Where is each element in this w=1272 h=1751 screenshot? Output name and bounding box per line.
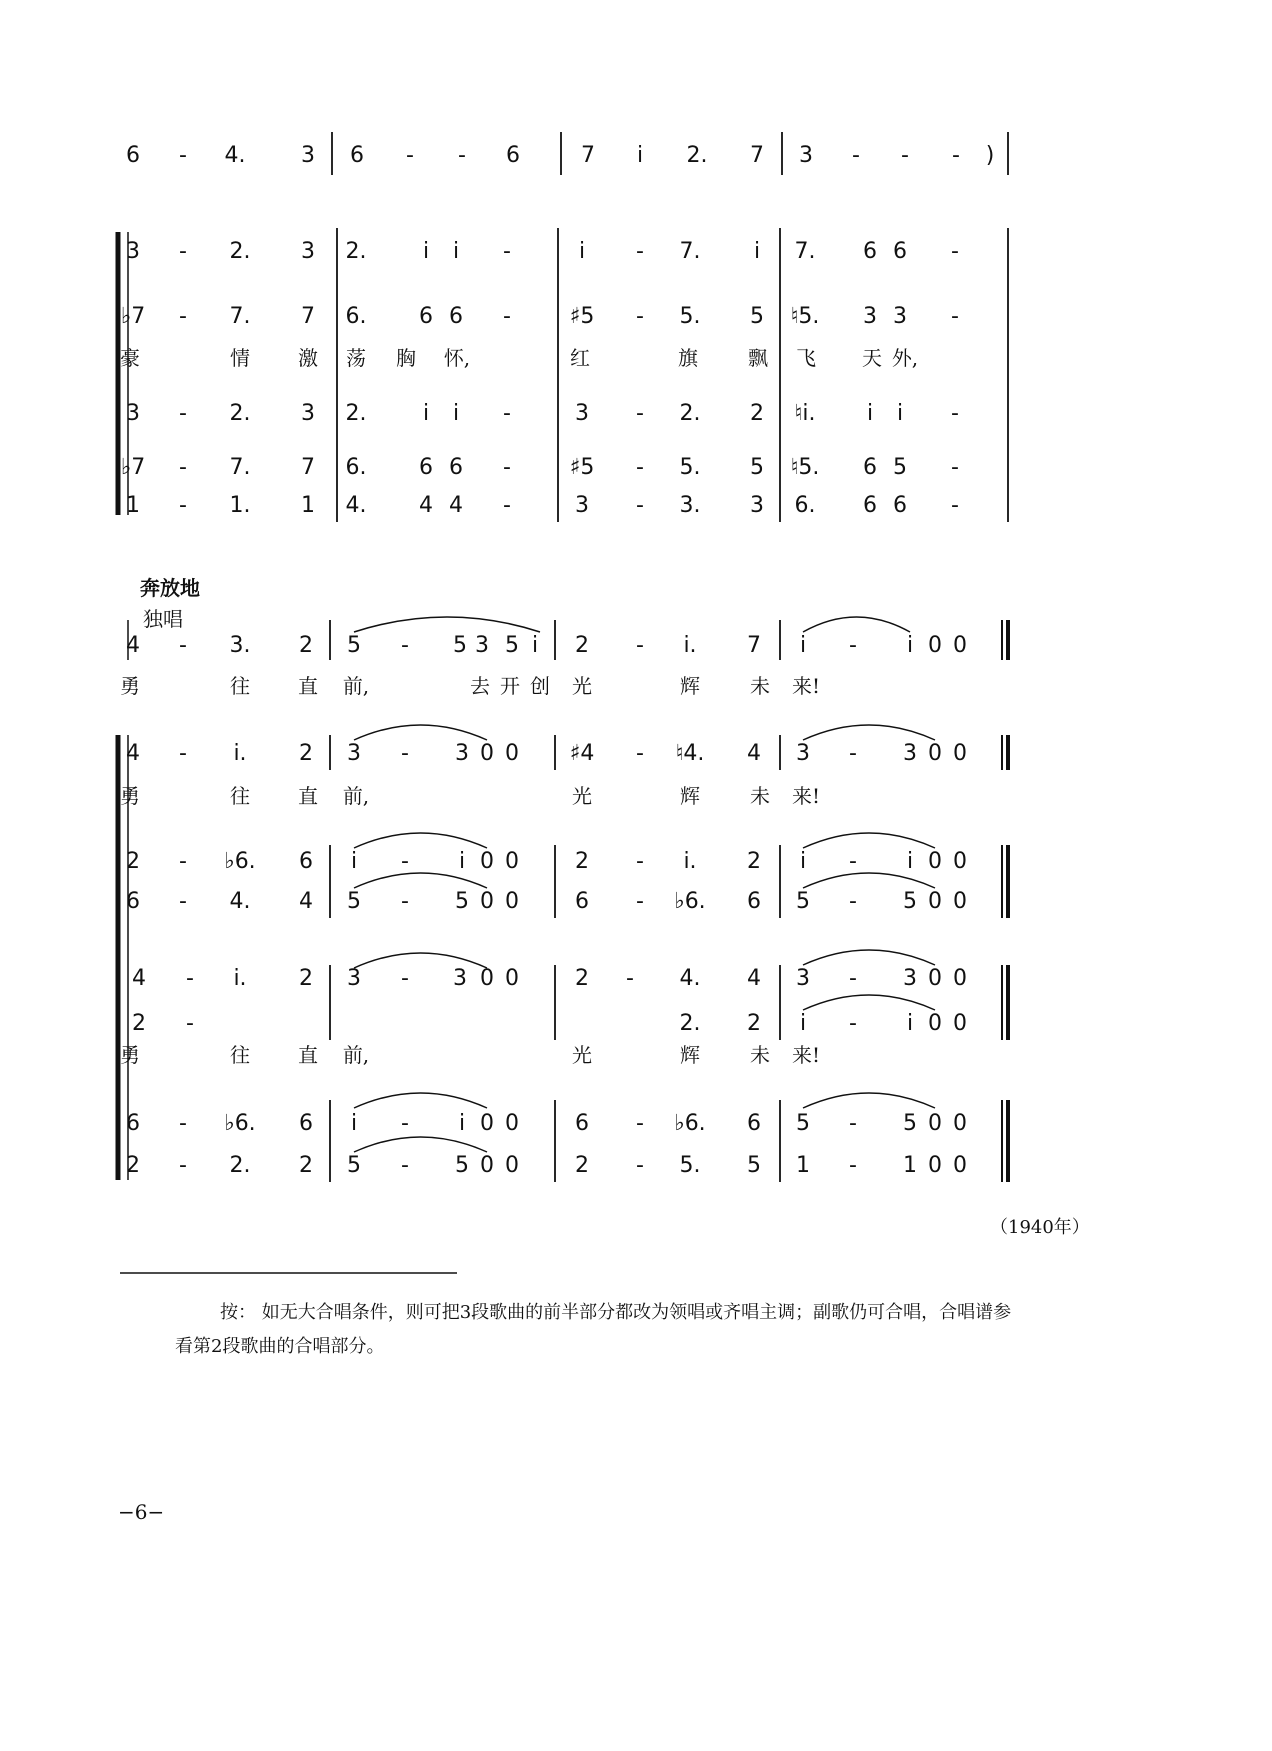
system2-staff4-note-5: 4	[419, 493, 433, 518]
system3-choir1-note-3: 6	[299, 849, 313, 874]
system3-choir0-note-14: -	[849, 741, 857, 766]
system2-staff2-note-9: -	[636, 401, 644, 426]
system2-staff4-note-15: -	[951, 493, 959, 518]
system4-upperb-note-1: -	[186, 1011, 194, 1036]
system2-staff1-note-14: 3	[893, 304, 907, 329]
system2-lyric-2: 激	[298, 346, 318, 370]
system4-lower1-note-9: 2	[575, 1153, 589, 1178]
system3-choir1-note-4: i	[350, 849, 358, 874]
system2-staff4-note-2: 1.	[229, 493, 251, 518]
system4-slur-e	[803, 1093, 935, 1108]
system4-lower0-note-12: 6	[747, 1111, 761, 1136]
system3-choir0-note-3: 2	[299, 741, 313, 766]
system2-staff0-note-3: 3	[301, 239, 315, 264]
system2-staff0-note-0: 3	[126, 239, 140, 264]
system4-upper-note-14: -	[849, 966, 857, 991]
system2-staff1-note-0: ♭7	[120, 304, 146, 329]
system2-staff3-note-9: -	[636, 455, 644, 480]
system3-slur-a	[354, 725, 487, 740]
system2-staff0-note-14: 6	[893, 239, 907, 264]
system4-lower0-note-1: -	[179, 1111, 187, 1136]
system3-solo-slur-0	[354, 617, 540, 632]
system4-upperb-note-5: -	[849, 1011, 857, 1036]
system3-choir2-note-4: 5	[347, 889, 361, 914]
system2-staff4-note-7: -	[503, 493, 511, 518]
system2-staff0-note-13: 6	[863, 239, 877, 264]
system3-choir1-note-10: -	[636, 849, 644, 874]
system2-lyric-4: 胸	[396, 346, 416, 370]
system2-staff4-note-9: -	[636, 493, 644, 518]
system2-staff4-note-14: 6	[893, 493, 907, 518]
system2-staff4-note-10: 3.	[679, 493, 701, 518]
system3-slur-f	[803, 873, 935, 888]
system4-lower0-note-7: 0	[480, 1111, 494, 1136]
system4-lower1-note-16: 0	[928, 1153, 942, 1178]
system4-lower1-note-10: -	[636, 1153, 644, 1178]
system3-choir2-note-9: 6	[575, 889, 589, 914]
system2-staff1-note-13: 3	[863, 304, 877, 329]
system3-choir0-note-8: 0	[505, 741, 519, 766]
page-number: −6−	[118, 1500, 165, 1524]
system3-choir0-note-4: 3	[347, 741, 361, 766]
system3-solo-note-8: 5	[505, 633, 519, 658]
system2-staff0-note-4: 2.	[345, 239, 367, 264]
system2-staff3-note-12: ♮5.	[790, 455, 820, 480]
system1-note-4: 6	[350, 143, 364, 168]
system3-choir2-note-7: 0	[480, 889, 494, 914]
system2-staff4-note-6: 4	[449, 493, 463, 518]
system2-staff1-note-15: -	[951, 304, 959, 329]
system2-staff3-note-6: 6	[449, 455, 463, 480]
system2-staff3-note-4: 6.	[345, 455, 367, 480]
system3-choir2-note-15: 5	[903, 889, 917, 914]
system4-lower1-note-8: 0	[505, 1153, 519, 1178]
system4-lower1-note-13: 1	[796, 1153, 810, 1178]
system3-choir2-note-14: -	[849, 889, 857, 914]
system1-note-2: 4.	[224, 143, 246, 168]
system3-choir-lyric-3: 前,	[342, 784, 370, 808]
system3-slur-c	[354, 833, 487, 848]
system3-solo-lyric-9: 未	[750, 674, 770, 698]
system4-upper-note-2: i.	[233, 966, 247, 991]
system4-upper-note-15: 3	[903, 966, 917, 991]
system4-upperb-note-0: 2	[132, 1011, 146, 1036]
system1-note-7: 6	[506, 143, 520, 168]
system3-choir0-note-5: -	[401, 741, 409, 766]
system2-staff0-note-7: -	[503, 239, 511, 264]
system2-staff1-note-5: 6	[419, 304, 433, 329]
system2-lyric-3: 荡	[346, 346, 366, 370]
system3-solo-note-1: -	[179, 633, 187, 658]
system4-lower0-note-14: -	[849, 1111, 857, 1136]
system3-choir1-note-1: -	[179, 849, 187, 874]
system3-choir1-note-6: i	[458, 849, 466, 874]
system4-lower1-note-5: -	[401, 1153, 409, 1178]
system2-staff3-note-14: 5	[893, 455, 907, 480]
system2-staff3-note-8: ♯5	[569, 455, 595, 480]
system2-lyric-9: 飞	[796, 346, 816, 370]
system2-staff2-note-3: 3	[301, 401, 315, 426]
system2-staff3-note-0: ♭7	[120, 455, 146, 480]
system4-upper-note-12: 4	[747, 966, 761, 991]
system4-lower0-note-17: 0	[953, 1111, 967, 1136]
system2-staff2-note-10: 2.	[679, 401, 701, 426]
system3-choir0-note-13: 3	[796, 741, 810, 766]
system3-choir2-note-3: 4	[299, 889, 313, 914]
system2-staff1-note-11: 5	[750, 304, 764, 329]
system2-lyric-8: 飘	[748, 346, 768, 370]
system4-lower0-note-10: -	[636, 1111, 644, 1136]
system2-staff3-note-2: 7.	[229, 455, 251, 480]
system4-slur-b	[803, 950, 935, 965]
system2-lyric-6: 红	[570, 346, 590, 370]
system2-staff0-note-9: -	[636, 239, 644, 264]
system2-staff2-note-2: 2.	[229, 401, 251, 426]
system3-solo-note-2: 3.	[229, 633, 251, 658]
system1-note-16: )	[985, 143, 995, 168]
system4-upper-note-7: 0	[480, 966, 494, 991]
system2-staff0-note-5: i	[422, 239, 430, 264]
system2-staff4-note-13: 6	[863, 493, 877, 518]
system2-staff4-note-4: 4.	[345, 493, 367, 518]
system3-choir0-note-1: -	[179, 741, 187, 766]
system2-lyric-0: 豪	[120, 346, 140, 370]
system2-staff3-note-11: 5	[750, 455, 764, 480]
system3-choir-lyric-6: 未	[750, 784, 770, 808]
system3-solo-lyric-8: 辉	[680, 674, 700, 698]
system4-lower1-note-11: 5.	[679, 1153, 701, 1178]
system2-staff0-note-11: i	[753, 239, 761, 264]
system3-solo-lyric-6: 创	[530, 674, 550, 698]
system2-staff2-note-15: -	[951, 401, 959, 426]
system4-upper-note-3: 2	[299, 966, 313, 991]
system4-lower1-note-1: -	[179, 1153, 187, 1178]
system3-solo-note-13: 7	[747, 633, 761, 658]
system4-lower1-note-7: 0	[480, 1153, 494, 1178]
system4-lyric-2: 直	[298, 1043, 318, 1067]
system3-choir1-note-12: 2	[747, 849, 761, 874]
system3-solo-note-18: 0	[953, 633, 967, 658]
system4-lower1-note-3: 2	[299, 1153, 313, 1178]
solo-label: 独唱	[143, 607, 183, 631]
system2-lyric-11: 外,	[891, 346, 919, 370]
system2-staff3-note-1: -	[179, 455, 187, 480]
system2-staff2-note-5: i	[422, 401, 430, 426]
system1-note-9: i	[636, 143, 644, 168]
system2-staff4-note-3: 1	[301, 493, 315, 518]
system4-lower0-note-0: 6	[126, 1111, 140, 1136]
system1-note-14: -	[901, 143, 909, 168]
system4-upper-note-8: 0	[505, 966, 519, 991]
system3-choir2-note-16: 0	[928, 889, 942, 914]
system2-lyric-10: 天	[862, 346, 882, 370]
system3-choir-lyric-1: 往	[230, 784, 250, 808]
system4-lyric-4: 光	[572, 1043, 592, 1067]
system3-choir2-note-11: ♭6.	[674, 889, 706, 914]
system4-upper-note-16: 0	[928, 966, 942, 991]
system2-staff1-note-2: 7.	[229, 304, 251, 329]
system3-choir2-note-8: 0	[505, 889, 519, 914]
system4-lower1-note-0: 2	[126, 1153, 140, 1178]
system4-lyric-1: 往	[230, 1043, 250, 1067]
system2-staff1-note-6: 6	[449, 304, 463, 329]
system3-choir-lyric-2: 直	[298, 784, 318, 808]
system3-choir1-note-16: 0	[928, 849, 942, 874]
system4-lyric-0: 勇	[120, 1043, 140, 1067]
system3-choir0-note-12: 4	[747, 741, 761, 766]
system3-solo-note-14: i	[799, 633, 807, 658]
system2-staff1-note-8: ♯5	[569, 304, 595, 329]
system3-choir1-note-5: -	[401, 849, 409, 874]
system3-choir2-note-13: 5	[796, 889, 810, 914]
system2-staff0-note-1: -	[179, 239, 187, 264]
system2-staff2-note-12: ♮i.	[794, 401, 816, 426]
system3-choir1-note-9: 2	[575, 849, 589, 874]
system3-solo-lyric-1: 往	[230, 674, 250, 698]
system4-upper-note-10: -	[626, 966, 634, 991]
system2-staff0-note-8: i	[578, 239, 586, 264]
system4-slur-c	[803, 995, 935, 1010]
system3-choir2-note-6: 5	[455, 889, 469, 914]
system3-choir0-note-10: -	[636, 741, 644, 766]
system4-upper-note-11: 4.	[679, 966, 701, 991]
system3-solo-lyric-10: 来!	[791, 674, 821, 698]
system3-solo-lyric-5: 开	[500, 674, 520, 698]
system4-lower1-note-12: 5	[747, 1153, 761, 1178]
system2-staff0-note-6: i	[452, 239, 460, 264]
system2-staff2-note-14: i	[896, 401, 904, 426]
footnote-line-1: 按： 如无大合唱条件，则可把3段歌曲的前半部分都改为领唱或齐唱主调；副歌仍可合唱，合唱谱参	[220, 1302, 1012, 1323]
system1-note-0: 6	[126, 143, 140, 168]
system3-choir-lyric-0: 勇	[120, 784, 140, 808]
system2-staff1-note-10: 5.	[679, 304, 701, 329]
system3-choir1-note-13: i	[799, 849, 807, 874]
tempo-mark: 奔放地	[140, 576, 200, 600]
system4-upperb-note-8: 0	[953, 1011, 967, 1036]
system2-staff3-note-5: 6	[419, 455, 433, 480]
system3-choir0-note-11: ♮4.	[675, 741, 705, 766]
system4-upperb-note-4: i	[799, 1011, 807, 1036]
system3-slur-e	[354, 873, 487, 888]
system4-lyric-6: 未	[750, 1043, 770, 1067]
system3-choir0-note-0: 4	[126, 741, 140, 766]
system1-note-11: 7	[750, 143, 764, 168]
system3-choir0-note-2: i.	[233, 741, 247, 766]
system2-staff2-note-1: -	[179, 401, 187, 426]
system4-lower0-note-3: 6	[299, 1111, 313, 1136]
system2-staff2-note-7: -	[503, 401, 511, 426]
system3-slur-d	[803, 833, 935, 848]
system3-solo-slur-1	[803, 617, 910, 632]
system4-lower0-note-2: ♭6.	[224, 1111, 256, 1136]
system3-choir1-note-2: ♭6.	[224, 849, 256, 874]
system3-choir1-note-8: 0	[505, 849, 519, 874]
system2-staff3-note-10: 5.	[679, 455, 701, 480]
system2-staff0-note-12: 7.	[794, 239, 816, 264]
system1-note-13: -	[852, 143, 860, 168]
system1-note-12: 3	[799, 143, 813, 168]
system4-lower1-note-14: -	[849, 1153, 857, 1178]
system3-choir0-note-6: 3	[455, 741, 469, 766]
system3-slur-b	[803, 725, 935, 740]
system2-staff4-note-8: 3	[575, 493, 589, 518]
system4-lower0-note-11: ♭6.	[674, 1111, 706, 1136]
system2-staff3-note-13: 6	[863, 455, 877, 480]
system3-choir1-note-15: i	[906, 849, 914, 874]
system4-upperb-note-2: 2.	[679, 1011, 701, 1036]
system4-lower1-note-2: 2.	[229, 1153, 251, 1178]
system2-staff3-note-3: 7	[301, 455, 315, 480]
system4-upper-note-6: 3	[453, 966, 467, 991]
system4-upper-note-5: -	[401, 966, 409, 991]
system1-note-10: 2.	[686, 143, 708, 168]
system4-lower0-note-9: 6	[575, 1111, 589, 1136]
footnote-line-2: 看第2段歌曲的合唱部分。	[175, 1336, 385, 1357]
system3-choir-lyric-5: 辉	[680, 784, 700, 808]
system3-solo-note-9: i	[531, 633, 539, 658]
system2-staff2-note-0: 3	[126, 401, 140, 426]
system4-lyric-7: 来!	[791, 1043, 821, 1067]
system4-lower0-note-13: 5	[796, 1111, 810, 1136]
system2-staff0-note-10: 7.	[679, 239, 701, 264]
system2-staff3-note-15: -	[951, 455, 959, 480]
system3-choir-lyric-4: 光	[572, 784, 592, 808]
system4-lower0-note-8: 0	[505, 1111, 519, 1136]
system4-lower0-note-6: i	[458, 1111, 466, 1136]
system4-slur-a	[354, 953, 487, 968]
system3-solo-note-4: 5	[347, 633, 361, 658]
system1-note-3: 3	[301, 143, 315, 168]
system2-staff1-note-4: 6.	[345, 304, 367, 329]
system4-lower1-note-4: 5	[347, 1153, 361, 1178]
system4-slur-f	[354, 1137, 487, 1152]
system4-upperb-note-7: 0	[928, 1011, 942, 1036]
system3-solo-lyric-3: 前,	[342, 674, 370, 698]
system3-choir2-note-0: 6	[126, 889, 140, 914]
system2-lyric-5: 怀,	[443, 346, 471, 370]
system3-choir0-note-16: 0	[928, 741, 942, 766]
system4-lyric-5: 辉	[680, 1043, 700, 1067]
system2-staff2-note-6: i	[452, 401, 460, 426]
system2-staff1-note-1: -	[179, 304, 187, 329]
system2-staff2-note-13: i	[866, 401, 874, 426]
system3-solo-note-0: 4	[126, 633, 140, 658]
system2-staff0-note-2: 2.	[229, 239, 251, 264]
system2-staff1-note-12: ♮5.	[790, 304, 820, 329]
system4-upper-note-9: 2	[575, 966, 589, 991]
system4-upper-note-0: 4	[132, 966, 146, 991]
system3-choir2-note-12: 6	[747, 889, 761, 914]
system3-choir1-note-14: -	[849, 849, 857, 874]
system3-choir0-note-17: 0	[953, 741, 967, 766]
system3-solo-note-3: 2	[299, 633, 313, 658]
system3-solo-note-6: 5	[453, 633, 467, 658]
system1-note-5: -	[406, 143, 414, 168]
system3-solo-note-15: -	[849, 633, 857, 658]
system4-lower0-note-4: i	[350, 1111, 358, 1136]
system2-staff2-note-8: 3	[575, 401, 589, 426]
system3-choir0-note-9: ♯4	[569, 741, 595, 766]
system3-choir2-note-5: -	[401, 889, 409, 914]
system4-lower0-note-15: 5	[903, 1111, 917, 1136]
system4-lower0-note-16: 0	[928, 1111, 942, 1136]
system3-solo-lyric-7: 光	[572, 674, 592, 698]
system2-staff2-note-11: 2	[750, 401, 764, 426]
system3-choir2-note-1: -	[179, 889, 187, 914]
system3-solo-note-5: -	[401, 633, 409, 658]
system2-staff1-note-3: 7	[301, 304, 315, 329]
system4-upperb-note-3: 2	[747, 1011, 761, 1036]
system4-lyric-3: 前,	[342, 1043, 370, 1067]
system4-upper-note-13: 3	[796, 966, 810, 991]
system1-note-1: -	[179, 143, 187, 168]
system3-choir1-note-0: 2	[126, 849, 140, 874]
system3-choir1-note-11: i.	[683, 849, 697, 874]
system4-upper-note-1: -	[186, 966, 194, 991]
system3-solo-lyric-4: 去	[470, 674, 490, 698]
system3-solo-note-10: 2	[575, 633, 589, 658]
system4-lower1-note-17: 0	[953, 1153, 967, 1178]
system4-lower1-note-6: 5	[455, 1153, 469, 1178]
system3-choir1-note-7: 0	[480, 849, 494, 874]
system3-solo-note-11: -	[636, 633, 644, 658]
system1-note-8: 7	[581, 143, 595, 168]
system4-slur-d	[354, 1093, 487, 1108]
system2-staff4-note-1: -	[179, 493, 187, 518]
system2-staff2-note-4: 2.	[345, 401, 367, 426]
composition-date: （1940年）	[990, 1217, 1090, 1238]
system3-choir2-note-2: 4.	[229, 889, 251, 914]
system2-staff3-note-7: -	[503, 455, 511, 480]
system3-solo-note-17: 0	[928, 633, 942, 658]
system2-lyric-7: 旗	[678, 346, 698, 370]
system2-staff0-note-15: -	[951, 239, 959, 264]
system3-solo-lyric-0: 勇	[120, 674, 140, 698]
system3-choir0-note-7: 0	[480, 741, 494, 766]
system4-lower1-note-15: 1	[903, 1153, 917, 1178]
system3-choir1-note-17: 0	[953, 849, 967, 874]
system2-lyric-1: 情	[230, 346, 250, 370]
system2-staff4-note-0: 1	[126, 493, 140, 518]
system2-staff4-note-11: 3	[750, 493, 764, 518]
system4-lower0-note-5: -	[401, 1111, 409, 1136]
system2-staff1-note-7: -	[503, 304, 511, 329]
system3-choir2-note-10: -	[636, 889, 644, 914]
system3-solo-note-16: i	[906, 633, 914, 658]
system4-upperb-note-6: i	[906, 1011, 914, 1036]
system4-upper-note-4: 3	[347, 966, 361, 991]
system1-note-15: -	[952, 143, 960, 168]
system3-solo-note-7: 3	[475, 633, 489, 658]
system3-choir0-note-15: 3	[903, 741, 917, 766]
system3-solo-note-12: i.	[683, 633, 697, 658]
system1-note-6: -	[458, 143, 466, 168]
system3-choir-lyric-7: 来!	[791, 784, 821, 808]
system3-solo-lyric-2: 直	[298, 674, 318, 698]
system2-staff1-note-9: -	[636, 304, 644, 329]
system3-choir2-note-17: 0	[953, 889, 967, 914]
system4-upper-note-17: 0	[953, 966, 967, 991]
system2-staff4-note-12: 6.	[794, 493, 816, 518]
